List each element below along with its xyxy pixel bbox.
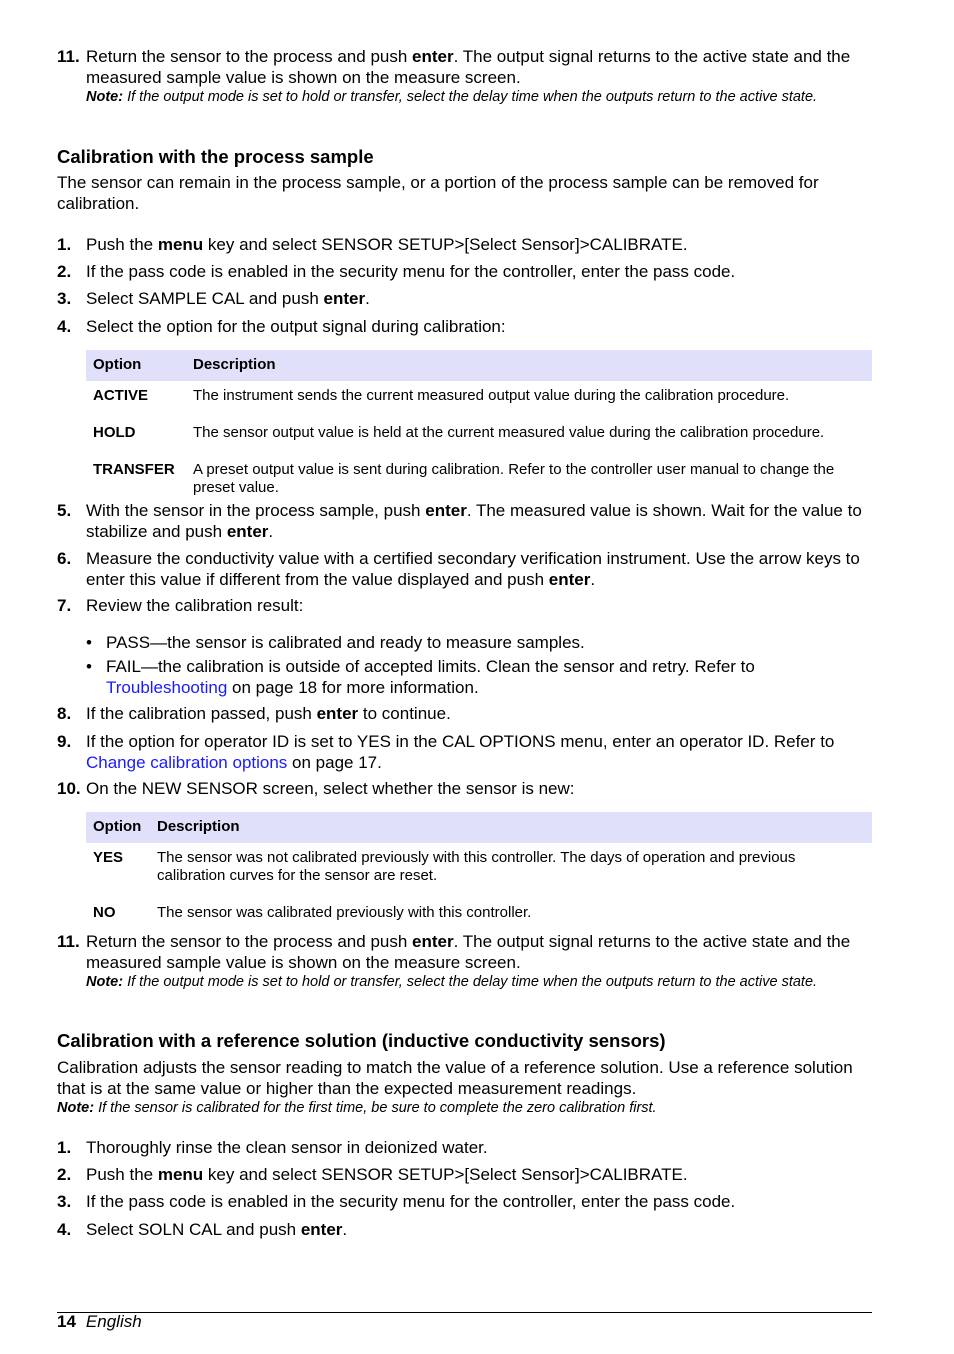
option-cell: ACTIVE (93, 387, 149, 404)
description-cell: A preset output value is sent during calibration. Refer to the controller user manual to change the preset value. (193, 461, 835, 496)
table-header-row (86, 812, 872, 843)
table-header-description: Description (186, 350, 872, 381)
step-text: . (590, 569, 596, 589)
table-row (86, 843, 872, 891)
step-3 (57, 289, 872, 310)
step-2 (57, 1165, 872, 1186)
step-text: Measure the conductivity value with a certified secondary verification instrument. Use the arrow keys to enter this value if different from the value displayed and push (86, 549, 860, 589)
step-1 (57, 235, 872, 256)
step-text: Select the option for the output signal during calibration: (86, 317, 506, 336)
step-bold: menu (157, 1165, 204, 1184)
step-bold: menu (157, 235, 204, 254)
list-item-pass (86, 633, 856, 654)
step-text: on page 17. (287, 752, 382, 772)
footer-language: English (85, 1312, 142, 1331)
section-heading-process-sample: Calibration with the process sample (57, 146, 374, 167)
bullet-text: FAIL—the calibration is outside of accepted limits. Clean the sensor and retry. Refer to (106, 657, 755, 676)
step-11 (57, 932, 872, 991)
step-number: 3. (57, 289, 72, 308)
step-bold: enter (300, 1220, 343, 1239)
step-text: Thoroughly rinse the clean sensor in deionized water. (86, 1138, 488, 1157)
note-text: If the output mode is set to hold or transfer, select the delay time when the outputs return to the active state. (123, 974, 818, 990)
note (57, 1099, 857, 1117)
step-text: to continue. (358, 704, 451, 723)
step-text: . The output signal returns to the active state and the measured sample value is shown on the measure screen. (86, 47, 851, 87)
step-text: . The output signal returns to the active state and the measured sample value is shown on the measure screen. (86, 932, 851, 972)
step-bold: enter (548, 569, 591, 589)
page-number: 14 (57, 1312, 76, 1331)
table-row (86, 891, 872, 928)
step-number: 4. (57, 1220, 72, 1239)
note-label: Note: (86, 974, 124, 990)
step-7 (57, 596, 872, 617)
footer-divider (57, 1312, 872, 1313)
note (86, 88, 872, 106)
step-text: With the sensor in the process sample, push (86, 501, 426, 520)
step-text: . (268, 521, 274, 541)
step-text: key and select SENSOR SETUP>[Select Sensor]>CALIBRATE. (203, 1165, 688, 1184)
step-11-top (57, 47, 872, 106)
bullet-icon: • (86, 633, 92, 652)
step-text: If the pass code is enabled in the security menu for the controller, enter the pass code. (86, 262, 736, 281)
description-cell: The sensor was not calibrated previously with this controller. The days of operation and previous calibration curves for the sensor are reset. (157, 849, 796, 884)
option-cell: YES (93, 849, 124, 866)
step-text: . (342, 1220, 348, 1239)
step-1 (57, 1138, 872, 1159)
section-intro (57, 1058, 857, 1117)
step-text: Push the (86, 1165, 158, 1184)
section-heading-reference-solution: Calibration with a reference solution (inductive conductivity sensors) (57, 1030, 666, 1051)
change-calibration-options-link[interactable]: Change calibration options (86, 752, 288, 772)
step-number: 5. (57, 501, 72, 520)
step-bold: enter (412, 932, 454, 951)
step-3 (57, 1192, 872, 1213)
step-number: 1. (57, 235, 72, 254)
step-bold: enter (316, 704, 359, 723)
step-text: Return the sensor to the process and push (86, 47, 413, 66)
output-option-table (86, 350, 872, 503)
step-text: Select SOLN CAL and push (86, 1220, 301, 1239)
step-text: Select SAMPLE CAL and push (86, 289, 324, 308)
step-number: 3. (57, 1192, 72, 1211)
troubleshooting-link[interactable]: Troubleshooting (106, 677, 228, 697)
step-5 (57, 501, 872, 542)
step-bold: enter (425, 501, 467, 520)
table-row (86, 381, 872, 411)
note-text: If the output mode is set to hold or transfer, select the delay time when the outputs return to the active state. (123, 89, 818, 105)
description-cell: The sensor output value is held at the current measured value during the calibration procedure. (193, 424, 825, 441)
step-number: 11. (57, 47, 80, 66)
bullet-text: on page 18 for more information. (227, 677, 479, 697)
step-6 (57, 549, 872, 590)
step-text: If the pass code is enabled in the security menu for the controller, enter the pass code. (86, 1192, 736, 1211)
section-intro: The sensor can remain in the process sample, or a portion of the process sample can be removed for calibration. (57, 173, 819, 213)
note-label: Note: (57, 1100, 95, 1116)
step-4 (57, 1220, 872, 1241)
step-4 (57, 317, 872, 338)
bullet-icon: • (86, 657, 92, 676)
note (86, 973, 872, 991)
step-bold: enter (226, 521, 269, 541)
step-10 (57, 779, 872, 800)
table-header-option: Option (86, 350, 186, 381)
step-2 (57, 262, 872, 283)
note-label: Note: (86, 89, 124, 105)
option-cell: NO (93, 904, 116, 921)
step-number: 9. (57, 732, 72, 751)
step-number: 8. (57, 704, 72, 723)
step-text: . (365, 289, 370, 308)
step-number: 2. (57, 1165, 72, 1184)
step-text: Return the sensor to the process and push (86, 932, 413, 951)
step-text: key and select SENSOR SETUP>[Select Sensor]>CALIBRATE. (203, 235, 688, 254)
step-9 (57, 732, 872, 773)
bullet-text: PASS—the sensor is calibrated and ready to measure samples. (106, 633, 585, 652)
step-text: . The measured value is shown. Wait for the value to stabilize and push (86, 501, 862, 541)
step-text: If the option for operator ID is set to YES in the CAL OPTIONS menu, enter an operator ID. Refer to (86, 732, 835, 751)
new-sensor-option-table (86, 812, 872, 928)
step-number: 10. (57, 779, 81, 798)
step-bold: enter (412, 47, 454, 66)
option-cell: HOLD (93, 424, 136, 441)
description-cell: The instrument sends the current measured output value during the calibration procedure. (193, 387, 790, 404)
section-intro-text: Calibration adjusts the sensor reading to match the value of a reference solution. Use a reference solution that is at the same value or higher than the expected measurement readings. (57, 1058, 853, 1098)
step-text: Push the (86, 235, 158, 254)
step-number: 2. (57, 262, 72, 281)
step-number: 4. (57, 317, 72, 336)
note-text: If the sensor is calibrated for the first time, be sure to complete the zero calibration first. (94, 1100, 657, 1116)
list-item-fail (86, 657, 856, 698)
step-number: 7. (57, 596, 72, 615)
step-number: 1. (57, 1138, 72, 1157)
step-number: 6. (57, 549, 72, 568)
table-header-option: Option (86, 812, 150, 843)
step-text: If the calibration passed, push (86, 704, 317, 723)
table-header-description: Description (150, 812, 872, 843)
description-cell: The sensor was calibrated previously with this controller. (157, 904, 532, 921)
table-header-row (86, 350, 872, 381)
step-bold: enter (323, 289, 366, 308)
table-row (86, 411, 872, 448)
step-number: 11. (57, 932, 80, 951)
table-row (86, 448, 872, 503)
step-text: Review the calibration result: (86, 596, 304, 615)
step-8 (57, 704, 872, 725)
step-text: On the NEW SENSOR screen, select whether the sensor is new: (86, 779, 575, 798)
page-footer (57, 1312, 142, 1332)
option-cell: TRANSFER (93, 461, 175, 478)
